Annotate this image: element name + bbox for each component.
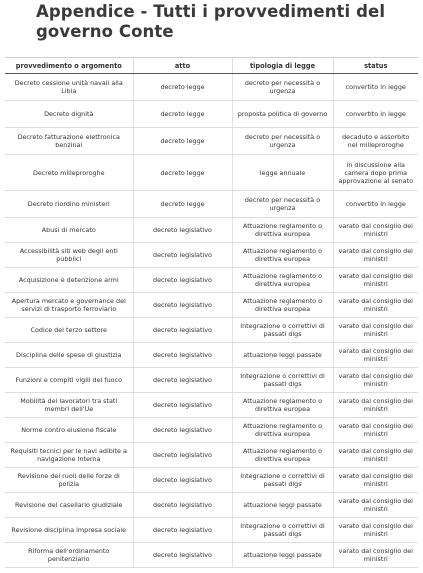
table-row [5, 74, 418, 101]
table-row [5, 243, 418, 268]
cell-atto: decreto legislativo [133, 268, 232, 293]
cell-atto: decreto legge [133, 155, 232, 191]
cell-status: varato dal consiglio dei ministri [333, 268, 418, 293]
cell-provvedimento: Disciplina delle spese di giustizia [5, 343, 133, 368]
cell-provvedimento: Funzioni e compiti vigili del fuoco [5, 368, 133, 393]
cell-provvedimento: Decreto dignità [5, 101, 133, 128]
cell-tipologia: legge annuale [232, 155, 333, 191]
cell-atto: decreto legge [133, 101, 232, 128]
provvedimenti-table [5, 57, 418, 568]
cell-status: varato dal consiglio dei ministri [333, 518, 418, 543]
table-row [5, 128, 418, 155]
cell-tipologia: Integrazione o correttivi di passati dlgs [232, 318, 333, 343]
cell-provvedimento: Mobilità dei lavoratori tra stati membri dell'Ue [5, 393, 133, 418]
cell-atto: decreto legislativo [133, 293, 232, 318]
cell-atto: decreto legislativo [133, 343, 232, 368]
cell-provvedimento: Decreto riordino ministeri [5, 191, 133, 218]
cell-atto: decreto legislativo [133, 443, 232, 468]
cell-provvedimento: Apertura mercato e governance dei servizi di trasporto ferroviario [5, 293, 133, 318]
cell-status: varato dal consiglio dei ministri [333, 343, 418, 368]
cell-provvedimento: Revisione del casellario giudiziale [5, 493, 133, 518]
cell-tipologia: Attuazione reglamento o direttiva europea [232, 268, 333, 293]
cell-tipologia: decreto per necessità o urgenza [232, 128, 333, 155]
cell-tipologia: Integrazione o correttivi di passati dlgs [232, 368, 333, 393]
table-row [5, 218, 418, 243]
cell-status: varato dal consiglio dei ministri [333, 393, 418, 418]
cell-tipologia: Attuazione reglamento o direttiva europea [232, 418, 333, 443]
column-header-atto: atto [133, 58, 232, 74]
cell-status: varato dal consiglio dei ministri [333, 443, 418, 468]
cell-status: varato dal consiglio dei ministri [333, 493, 418, 518]
cell-atto: decreto legislativo [133, 543, 232, 568]
cell-status: varato dal consiglio dei ministri [333, 318, 418, 343]
cell-provvedimento: Revisione disciplina impresa sociale [5, 518, 133, 543]
table-row [5, 155, 418, 191]
cell-provvedimento: Revisione dei ruoli delle forze di polizia [5, 468, 133, 493]
cell-atto: decreto legislativo [133, 243, 232, 268]
cell-status: varato dal consiglio dei ministri [333, 418, 418, 443]
table-row [5, 443, 418, 468]
cell-tipologia: decreto per necessità o urgenza [232, 74, 333, 101]
cell-tipologia: Attuazione reglamento o direttiva europea [232, 393, 333, 418]
table-row [5, 493, 418, 518]
cell-provvedimento: Norme contro elusione fiscale [5, 418, 133, 443]
cell-atto: decreto legislativo [133, 218, 232, 243]
cell-atto: decreto legislativo [133, 318, 232, 343]
table-row [5, 293, 418, 318]
table-row [5, 393, 418, 418]
cell-status: decaduto e assorbito nel milleproroghe [333, 128, 418, 155]
table-row [5, 318, 418, 343]
column-header-tipologia: tipologia di legge [232, 58, 333, 74]
cell-tipologia: attuazione leggi passate [232, 543, 333, 568]
table-header-row [5, 58, 418, 74]
cell-status: in discussione alla camera dopo prima approvazione al senato [333, 155, 418, 191]
cell-provvedimento: Accessibilità siti web degli enti pubblici [5, 243, 133, 268]
table-row [5, 343, 418, 368]
cell-tipologia: decreto per necessità o urgenza [232, 191, 333, 218]
cell-tipologia: Attuazione reglamento o direttiva europea [232, 293, 333, 318]
cell-provvedimento: Decreto cessione unità navali alla Libia [5, 74, 133, 101]
cell-atto: decreto legislativo [133, 518, 232, 543]
cell-tipologia: Attuazione reglamento o direttiva europea [232, 443, 333, 468]
cell-status: varato dal consiglio dei ministri [333, 468, 418, 493]
table-row [5, 543, 418, 568]
cell-provvedimento: Abusi di mercato [5, 218, 133, 243]
table-row [5, 468, 418, 493]
cell-provvedimento: Acquisizione e detenzione armi [5, 268, 133, 293]
table-row [5, 191, 418, 218]
cell-atto: decreto legislativo [133, 368, 232, 393]
table-row [5, 368, 418, 393]
cell-tipologia: Integrazione o correttivi di passati dlgs [232, 518, 333, 543]
page-title: Appendice - Tutti i provvedimenti del governo Conte [36, 2, 386, 41]
provvedimenti-table-container [5, 57, 418, 568]
cell-status: varato dal consiglio dei ministri [333, 368, 418, 393]
cell-atto: decreto legge [133, 191, 232, 218]
cell-atto: decreto legislativo [133, 393, 232, 418]
cell-atto: decreto legislativo [133, 418, 232, 443]
cell-tipologia: attuazione leggi passate [232, 343, 333, 368]
cell-atto: decreto legge [133, 74, 232, 101]
cell-tipologia: attuazione leggi passate [232, 493, 333, 518]
cell-atto: decreto legge [133, 128, 232, 155]
cell-tipologia: proposta politica di governo [232, 101, 333, 128]
cell-tipologia: Attuazione reglamento o direttiva europea [232, 218, 333, 243]
column-header-provvedimento: provvedimento o argomento [5, 58, 133, 74]
cell-tipologia: Attuazione reglamento o direttiva europea [232, 243, 333, 268]
table-row [5, 101, 418, 128]
cell-status: varato dal consiglio dei ministri [333, 293, 418, 318]
cell-status: varato dal consiglio dei ministri [333, 218, 418, 243]
cell-provvedimento: Requisiti tecnici per le navi adibite a navigazione interna [5, 443, 133, 468]
cell-atto: decreto legislativo [133, 468, 232, 493]
table-row [5, 268, 418, 293]
cell-status: convertito in legge [333, 74, 418, 101]
cell-status: convertito in legge [333, 191, 418, 218]
cell-status: varato dal consiglio dei ministri [333, 543, 418, 568]
column-header-status: status [333, 58, 418, 74]
table-row [5, 518, 418, 543]
cell-provvedimento: Decreto fatturazione elettronica benzinai [5, 128, 133, 155]
cell-status: convertito in legge [333, 101, 418, 128]
cell-atto: decreto legislativo [133, 493, 232, 518]
cell-provvedimento: Riforma dell'ordinamento penitenziario [5, 543, 133, 568]
cell-status: varato dal consiglio dei ministri [333, 243, 418, 268]
cell-provvedimento: Codice del terzo settore [5, 318, 133, 343]
cell-provvedimento: Decreto milleproroghe [5, 155, 133, 191]
table-row [5, 418, 418, 443]
cell-tipologia: Integrazione o correttivi di passati dlgs [232, 468, 333, 493]
